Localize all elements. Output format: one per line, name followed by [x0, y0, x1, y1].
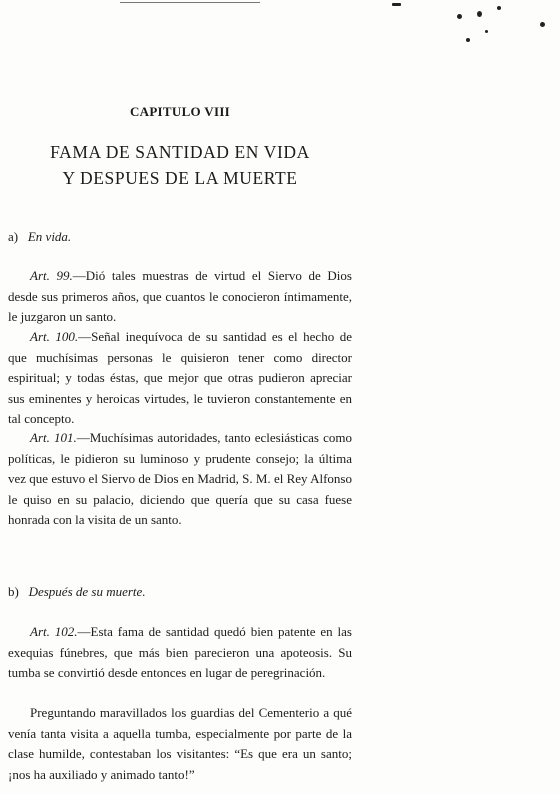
- ink-speck: [466, 38, 470, 42]
- scan-edge-mark: [120, 2, 260, 3]
- chapter-title-line-1: FAMA DE SANTIDAD EN VIDA: [50, 142, 310, 162]
- article-paragraph: [8, 266, 352, 328]
- article-text: —Muchísimas autoridades, tanto eclesiásticas como políticas, le pidieron su luminoso y prudente consejo; la última vez que estuvo el Siervo de Dios en Madrid, S. M. el Rey Alfonso le quiso en su palacio, diciendo que quería que su casa fuese honrada con la visita de un santo.: [8, 430, 352, 527]
- article-ref: Art. 102.: [30, 624, 78, 639]
- article-ref: Art. 101.: [30, 430, 77, 445]
- article-text: —Dió tales muestras de virtud el Siervo de Dios desde sus primeros años, que cuantos le conocieron íntimamente, le juzgaron un santo.: [8, 268, 352, 324]
- section-a-heading: [8, 229, 71, 245]
- article-paragraph: [8, 327, 352, 430]
- article-paragraph: [8, 622, 352, 684]
- ink-speck: [392, 3, 401, 6]
- section-b-heading: [8, 584, 146, 600]
- article-paragraph: [8, 428, 352, 531]
- section-label: Después de su muerte.: [28, 584, 146, 599]
- article-text: —Señal inequívoca de su santidad es el hecho de que muchísimas personas le quisieron tener como director espiritual; y todas éstas, que mejor que otras pudieron apreciar sus eminentes y heroicas virtudes, le tuvieron constantemente en tal concepto.: [8, 329, 352, 426]
- ink-speck: [457, 14, 462, 19]
- article-ref: Art. 100.: [30, 329, 79, 344]
- article-ref: Art. 99.: [30, 268, 73, 283]
- ink-speck: [540, 22, 545, 27]
- ink-speck: [485, 30, 488, 33]
- chapter-heading: CAPITULO VIII: [129, 104, 231, 119]
- paragraph-text: Preguntando maravillados los guardias del Cementerio a qué venía tanta visita a aquella tumba, especialmente por parte de la clase humilde, contestaban los visitantes: “Es que era un santo; ¡nos ha auxiliado y animado tanto!”: [8, 705, 352, 782]
- ink-speck: [497, 6, 501, 10]
- chapter-title-line-2: Y DESPUES DE LA MUERTE: [62, 168, 298, 188]
- ink-speck: [477, 11, 482, 17]
- section-label: En vida.: [27, 229, 72, 244]
- section-marker: a): [8, 229, 19, 244]
- closing-paragraph: [8, 703, 352, 785]
- article-text: —Esta fama de santidad quedó bien patente en las exequias fúnebres, que más bien parecieron una apoteosis. Su tumba se convirtió desde entonces en lugar de peregrinación.: [8, 624, 352, 680]
- section-marker: b): [8, 584, 19, 599]
